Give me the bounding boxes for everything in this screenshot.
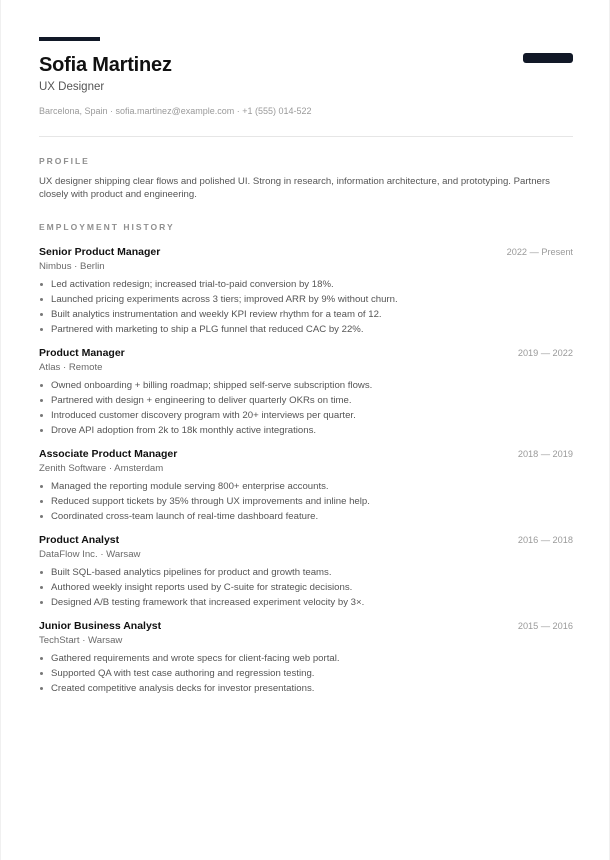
- job-bullet: [39, 277, 573, 292]
- job-dates: 2018 — 2019: [517, 449, 573, 459]
- bullet-text: Gathered requirements and wrote specs for client-facing web portal.: [51, 653, 340, 664]
- job-company: Zenith Software · Amsterdam: [39, 463, 164, 474]
- job-header: [39, 346, 573, 360]
- job-bullet: [39, 292, 573, 307]
- bullet-text: Owned onboarding + billing roadmap; shipped self-serve subscription flows.: [51, 380, 373, 391]
- bullet-dot-icon: [40, 298, 43, 301]
- bullet-dot-icon: [40, 601, 43, 604]
- job-company: Atlas · Remote: [39, 362, 103, 373]
- job-title: Product Analyst: [39, 534, 120, 546]
- job-title: Junior Business Analyst: [39, 620, 162, 632]
- bullet-text: Coordinated cross-team launch of real-time dashboard feature.: [51, 511, 319, 522]
- accent-bar: [39, 37, 100, 41]
- job-bullets: [39, 565, 573, 610]
- job-dates: 2015 — 2016: [517, 621, 573, 631]
- job-dates: 2022 — Present: [506, 247, 573, 257]
- bullet-text: Built analytics instrumentation and weekly KPI review rhythm for a team of 12.: [51, 309, 382, 320]
- job-bullet: [39, 393, 573, 408]
- bullet-text: Designed A/B testing framework that increased experiment velocity by 3×.: [51, 597, 365, 608]
- bullet-dot-icon: [40, 672, 43, 675]
- job-title: Senior Product Manager: [39, 246, 161, 258]
- contact-line: Barcelona, Spain · sofia.martinez@example.com · +1 (555) 014-522: [39, 106, 312, 116]
- job-bullet: [39, 681, 573, 696]
- bullet-dot-icon: [40, 586, 43, 589]
- job-title: Associate Product Manager: [39, 448, 178, 460]
- job-bullet: [39, 509, 573, 524]
- job-bullet: [39, 651, 573, 666]
- job-bullets: [39, 651, 573, 696]
- job-company: DataFlow Inc. · Warsaw: [39, 549, 141, 560]
- job-bullets: [39, 479, 573, 524]
- job-dates: 2016 — 2018: [517, 535, 573, 545]
- profile-section: [39, 156, 573, 201]
- job-bullet: [39, 322, 573, 337]
- profile-text: UX designer shipping clear flows and polished UI. Strong in research, information architecture, and prototyping. Partners closely with product and engineering.: [39, 176, 550, 200]
- job-bullet: [39, 666, 573, 681]
- job-bullet: [39, 595, 573, 610]
- bullet-text: Reduced support tickets by 35% through UX improvements and inline help.: [51, 496, 370, 507]
- job-bullet: [39, 378, 573, 393]
- job-header: [39, 619, 573, 633]
- bullet-text: Partnered with marketing to ship a PLG funnel that reduced CAC by 22%.: [51, 324, 364, 335]
- job-entry: [39, 533, 573, 610]
- profile-heading: PROFILE: [39, 156, 90, 166]
- job-company: TechStart · Warsaw: [39, 635, 123, 646]
- bullet-text: Created competitive analysis decks for investor presentations.: [51, 683, 315, 694]
- bullet-dot-icon: [40, 429, 43, 432]
- employment-section: [39, 222, 573, 696]
- bullet-dot-icon: [40, 283, 43, 286]
- bullet-text: Supported QA with test case authoring and regression testing.: [51, 668, 315, 679]
- job-dates: 2019 — 2022: [517, 348, 573, 358]
- bullet-dot-icon: [40, 399, 43, 402]
- bullet-text: Managed the reporting module serving 800+ enterprise accounts.: [51, 481, 329, 492]
- bullet-dot-icon: [40, 313, 43, 316]
- resume-header: [39, 37, 573, 117]
- resume-content: [39, 37, 573, 705]
- job-bullet: [39, 307, 573, 322]
- bullet-dot-icon: [40, 328, 43, 331]
- job-bullet: [39, 580, 573, 595]
- bullet-dot-icon: [40, 500, 43, 503]
- job-company: Nimbus · Berlin: [39, 261, 105, 272]
- job-header: [39, 447, 573, 461]
- candidate-title: UX Designer: [39, 81, 105, 93]
- job-bullet: [39, 494, 573, 509]
- bullet-text: Introduced customer discovery program with 20+ interviews per quarter.: [51, 410, 356, 421]
- bullet-dot-icon: [40, 414, 43, 417]
- job-bullet: [39, 565, 573, 580]
- job-bullets: [39, 378, 573, 438]
- bullet-text: Launched pricing experiments across 3 tiers; improved ARR by 9% without churn.: [51, 294, 398, 305]
- job-header: [39, 245, 573, 259]
- job-list: [39, 245, 573, 696]
- header-badge: [523, 53, 573, 63]
- bullet-text: Partnered with design + engineering to deliver quarterly OKRs on time.: [51, 395, 352, 406]
- job-entry: [39, 346, 573, 438]
- bullet-dot-icon: [40, 687, 43, 690]
- job-bullet: [39, 423, 573, 438]
- bullet-dot-icon: [40, 571, 43, 574]
- bullet-dot-icon: [40, 485, 43, 488]
- employment-heading: EMPLOYMENT HISTORY: [39, 222, 175, 232]
- candidate-name: Sofia Martinez: [39, 54, 172, 76]
- job-title: Product Manager: [39, 347, 125, 359]
- job-bullets: [39, 277, 573, 337]
- job-bullet: [39, 479, 573, 494]
- job-header: [39, 533, 573, 547]
- bullet-text: Drove API adoption from 2k to 18k monthly active integrations.: [51, 425, 317, 436]
- bullet-dot-icon: [40, 515, 43, 518]
- job-entry: [39, 245, 573, 337]
- bullet-dot-icon: [40, 384, 43, 387]
- job-entry: [39, 447, 573, 524]
- header-divider: [39, 136, 573, 137]
- bullet-text: Led activation redesign; increased trial-to-paid conversion by 18%.: [51, 279, 334, 290]
- bullet-dot-icon: [40, 657, 43, 660]
- bullet-text: Authored weekly insight reports used by C-suite for strategic decisions.: [51, 582, 353, 593]
- bullet-text: Built SQL-based analytics pipelines for product and growth teams.: [51, 567, 332, 578]
- job-bullet: [39, 408, 573, 423]
- job-entry: [39, 619, 573, 696]
